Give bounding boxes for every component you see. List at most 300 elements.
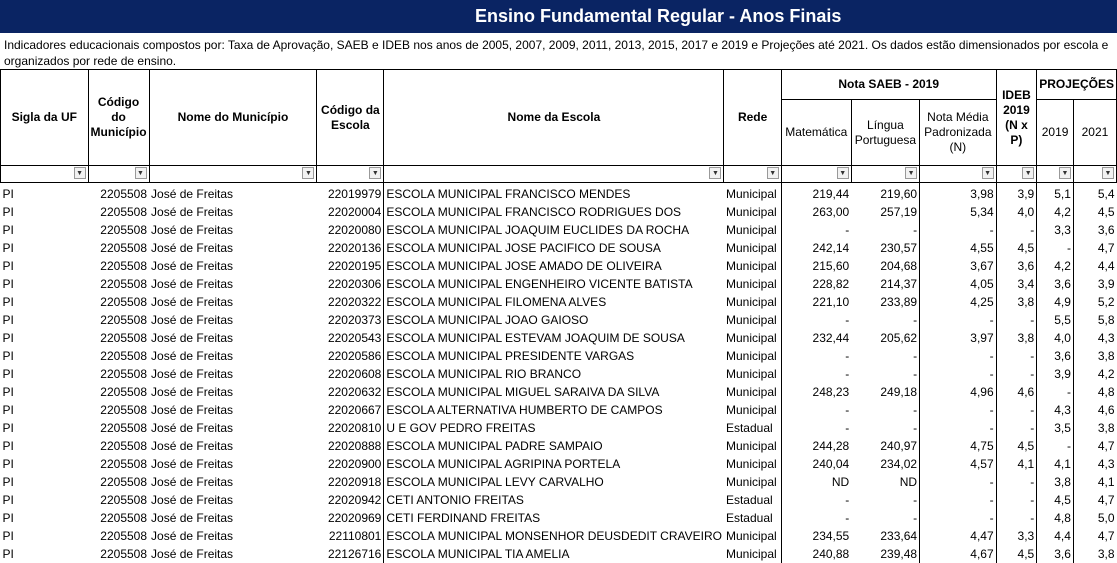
cell-matematica[interactable]: 240,04 [781, 455, 851, 473]
cell-codigo-municipio[interactable]: 2205508 [88, 527, 149, 545]
cell-lingua-portuguesa[interactable]: - [851, 221, 919, 239]
cell-matematica[interactable]: - [781, 509, 851, 527]
cell-proj-2021[interactable]: 3,9 [1073, 275, 1116, 293]
table-row[interactable] [1, 183, 1117, 204]
cell-matematica[interactable]: 263,00 [781, 203, 851, 221]
filter-dropdown-icon[interactable]: ▼ [1059, 167, 1071, 179]
filter-dropdown-icon[interactable]: ▼ [74, 167, 86, 179]
cell-nota-media[interactable]: 4,75 [920, 437, 997, 455]
cell-uf[interactable]: PI [1, 257, 89, 275]
cell-codigo-municipio[interactable]: 2205508 [88, 545, 149, 563]
cell-proj-2019[interactable]: - [1037, 239, 1074, 257]
cell-codigo-municipio[interactable]: 2205508 [88, 473, 149, 491]
cell-codigo-escola[interactable]: 22020322 [317, 293, 384, 311]
cell-rede[interactable]: Municipal [724, 545, 781, 563]
cell-proj-2021[interactable]: 4,7 [1073, 527, 1116, 545]
cell-uf[interactable]: PI [1, 293, 89, 311]
cell-nome-municipio[interactable]: José de Freitas [149, 473, 317, 491]
cell-nome-municipio[interactable]: José de Freitas [149, 257, 317, 275]
cell-matematica[interactable]: - [781, 491, 851, 509]
cell-nome-escola[interactable]: ESCOLA ALTERNATIVA HUMBERTO DE CAMPOS [384, 401, 724, 419]
cell-lingua-portuguesa[interactable]: 239,48 [851, 545, 919, 563]
cell-ideb[interactable]: - [996, 311, 1037, 329]
cell-nota-media[interactable]: 4,96 [920, 383, 997, 401]
cell-nome-escola[interactable]: ESCOLA MUNICIPAL MONSENHOR DEUSDEDIT CRAVEIRO [384, 527, 724, 545]
header-proj-2019: 2019 [1037, 100, 1074, 166]
table-row[interactable] [1, 527, 1117, 545]
table-row[interactable] [1, 293, 1117, 311]
table-row[interactable] [1, 365, 1117, 383]
cell-ideb[interactable]: - [996, 401, 1037, 419]
cell-nome-municipio[interactable]: José de Freitas [149, 203, 317, 221]
cell-ideb[interactable]: 4,5 [996, 545, 1037, 563]
cell-nota-media[interactable]: 3,98 [920, 183, 997, 204]
cell-rede[interactable]: Municipal [724, 203, 781, 221]
cell-uf[interactable]: PI [1, 509, 89, 527]
cell-matematica[interactable]: - [781, 419, 851, 437]
cell-proj-2021[interactable]: 5,0 [1073, 509, 1116, 527]
cell-uf[interactable]: PI [1, 329, 89, 347]
cell-uf[interactable]: PI [1, 311, 89, 329]
cell-proj-2019[interactable]: 4,3 [1037, 401, 1074, 419]
cell-proj-2019[interactable]: 3,8 [1037, 473, 1074, 491]
cell-lingua-portuguesa[interactable]: - [851, 365, 919, 383]
cell-rede[interactable]: Municipal [724, 473, 781, 491]
cell-rede[interactable]: Municipal [724, 329, 781, 347]
cell-rede[interactable]: Municipal [724, 221, 781, 239]
cell-matematica[interactable]: - [781, 221, 851, 239]
cell-nome-municipio[interactable]: José de Freitas [149, 275, 317, 293]
cell-rede[interactable]: Municipal [724, 527, 781, 545]
cell-nota-media[interactable]: 4,55 [920, 239, 997, 257]
cell-proj-2021[interactable]: 4,1 [1073, 473, 1116, 491]
cell-nome-escola[interactable]: ESCOLA MUNICIPAL LEVY CARVALHO [384, 473, 724, 491]
cell-codigo-municipio[interactable]: 2205508 [88, 311, 149, 329]
cell-nota-media[interactable]: 4,67 [920, 545, 997, 563]
cell-proj-2019[interactable]: 4,1 [1037, 455, 1074, 473]
cell-ideb[interactable]: 3,3 [996, 527, 1037, 545]
cell-nota-media[interactable]: - [920, 347, 997, 365]
cell-lingua-portuguesa[interactable]: 233,89 [851, 293, 919, 311]
filter-dropdown-icon[interactable]: ▼ [905, 167, 917, 179]
cell-proj-2019[interactable]: - [1037, 437, 1074, 455]
cell-nome-municipio[interactable]: José de Freitas [149, 183, 317, 204]
cell-uf[interactable]: PI [1, 239, 89, 257]
cell-nota-media[interactable]: - [920, 419, 997, 437]
cell-rede[interactable]: Municipal [724, 183, 781, 204]
cell-proj-2021[interactable]: 4,5 [1073, 203, 1116, 221]
header-codigo-escola: Código da Escola [317, 70, 384, 166]
cell-rede[interactable]: Municipal [724, 293, 781, 311]
cell-matematica[interactable]: - [781, 311, 851, 329]
cell-proj-2019[interactable]: 3,3 [1037, 221, 1074, 239]
cell-matematica[interactable]: 228,82 [781, 275, 851, 293]
table-row[interactable] [1, 419, 1117, 437]
cell-proj-2021[interactable]: 4,8 [1073, 383, 1116, 401]
cell-ideb[interactable]: 4,5 [996, 437, 1037, 455]
cell-proj-2021[interactable]: 4,2 [1073, 365, 1116, 383]
cell-nome-escola[interactable]: ESCOLA MUNICIPAL JOAQUIM EUCLIDES DA ROCHA [384, 221, 724, 239]
cell-codigo-municipio[interactable]: 2205508 [88, 183, 149, 204]
cell-ideb[interactable]: - [996, 347, 1037, 365]
cell-proj-2019[interactable]: 3,6 [1037, 545, 1074, 563]
cell-proj-2019[interactable]: 4,8 [1037, 509, 1074, 527]
cell-proj-2021[interactable]: 4,7 [1073, 491, 1116, 509]
header-nota-media: Nota Média Padronizada (N) [920, 100, 997, 166]
cell-nota-media[interactable]: - [920, 365, 997, 383]
cell-proj-2021[interactable]: 4,3 [1073, 455, 1116, 473]
table-row[interactable] [1, 203, 1117, 221]
cell-codigo-escola[interactable]: 22020900 [317, 455, 384, 473]
cell-matematica[interactable]: 234,55 [781, 527, 851, 545]
header-projecoes-group: PROJEÇÕES [1037, 70, 1117, 100]
cell-matematica[interactable]: 221,10 [781, 293, 851, 311]
header-matematica: Matemática [781, 100, 851, 166]
cell-proj-2019[interactable]: 3,5 [1037, 419, 1074, 437]
cell-nota-media[interactable]: 4,57 [920, 455, 997, 473]
cell-lingua-portuguesa[interactable]: 230,57 [851, 239, 919, 257]
cell-nota-media[interactable]: 5,34 [920, 203, 997, 221]
table-row[interactable] [1, 401, 1117, 419]
cell-ideb[interactable]: 3,9 [996, 183, 1037, 204]
cell-lingua-portuguesa[interactable]: ND [851, 473, 919, 491]
cell-nome-escola[interactable]: ESCOLA MUNICIPAL AGRIPINA PORTELA [384, 455, 724, 473]
cell-ideb[interactable]: - [996, 509, 1037, 527]
cell-nome-municipio[interactable]: José de Freitas [149, 491, 317, 509]
cell-rede[interactable]: Municipal [724, 401, 781, 419]
cell-nome-municipio[interactable]: José de Freitas [149, 347, 317, 365]
cell-proj-2019[interactable]: 4,5 [1037, 491, 1074, 509]
cell-codigo-escola[interactable]: 22020969 [317, 509, 384, 527]
cell-lingua-portuguesa[interactable]: - [851, 419, 919, 437]
header-nome-municipio: Nome do Município [149, 70, 317, 166]
cell-nota-media[interactable]: - [920, 491, 997, 509]
cell-matematica[interactable]: - [781, 365, 851, 383]
table-row[interactable] [1, 383, 1117, 401]
cell-nome-escola[interactable]: ESCOLA MUNICIPAL MIGUEL SARAIVA DA SILVA [384, 383, 724, 401]
cell-nome-escola[interactable]: ESCOLA MUNICIPAL ENGENHEIRO VICENTE BATISTA [384, 275, 724, 293]
cell-codigo-escola[interactable]: 22020195 [317, 257, 384, 275]
cell-codigo-escola[interactable]: 22020543 [317, 329, 384, 347]
cell-nome-municipio[interactable]: José de Freitas [149, 455, 317, 473]
cell-codigo-municipio[interactable]: 2205508 [88, 491, 149, 509]
cell-codigo-municipio[interactable]: 2205508 [88, 239, 149, 257]
cell-codigo-municipio[interactable]: 2205508 [88, 437, 149, 455]
cell-matematica[interactable]: 244,28 [781, 437, 851, 455]
cell-ideb[interactable]: 3,6 [996, 257, 1037, 275]
cell-nome-municipio[interactable]: José de Freitas [149, 545, 317, 563]
cell-nota-media[interactable]: - [920, 473, 997, 491]
cell-matematica[interactable]: ND [781, 473, 851, 491]
cell-matematica[interactable]: - [781, 347, 851, 365]
cell-matematica[interactable]: 219,44 [781, 183, 851, 204]
cell-matematica[interactable]: 240,88 [781, 545, 851, 563]
cell-nome-municipio[interactable]: José de Freitas [149, 311, 317, 329]
cell-ideb[interactable]: 3,8 [996, 329, 1037, 347]
cell-codigo-escola[interactable]: 22020667 [317, 401, 384, 419]
cell-codigo-municipio[interactable]: 2205508 [88, 419, 149, 437]
cell-codigo-escola[interactable]: 22020942 [317, 491, 384, 509]
cell-lingua-portuguesa[interactable]: 204,68 [851, 257, 919, 275]
table-row[interactable] [1, 221, 1117, 239]
cell-nome-escola[interactable]: ESCOLA MUNICIPAL PADRE SAMPAIO [384, 437, 724, 455]
filter-dropdown-icon[interactable]: ▼ [369, 167, 381, 179]
cell-nome-escola[interactable]: ESCOLA MUNICIPAL JOSE PACIFICO DE SOUSA [384, 239, 724, 257]
cell-ideb[interactable]: 4,0 [996, 203, 1037, 221]
table-row[interactable] [1, 329, 1117, 347]
cell-codigo-municipio[interactable]: 2205508 [88, 293, 149, 311]
cell-nome-municipio[interactable]: José de Freitas [149, 437, 317, 455]
cell-rede[interactable]: Municipal [724, 365, 781, 383]
cell-codigo-escola[interactable]: 22019979 [317, 183, 384, 204]
cell-codigo-escola[interactable]: 22020080 [317, 221, 384, 239]
filter-active-icon[interactable]: ▼ [302, 167, 314, 179]
cell-nome-municipio[interactable]: José de Freitas [149, 365, 317, 383]
filter-dropdown-icon[interactable]: ▼ [1022, 167, 1034, 179]
cell-nome-escola[interactable]: ESCOLA MUNICIPAL ESTEVAM JOAQUIM DE SOUSA [384, 329, 724, 347]
cell-codigo-municipio[interactable]: 2205508 [88, 365, 149, 383]
cell-lingua-portuguesa[interactable]: 214,37 [851, 275, 919, 293]
cell-nome-municipio[interactable]: José de Freitas [149, 293, 317, 311]
cell-nome-escola[interactable]: ESCOLA MUNICIPAL PRESIDENTE VARGAS [384, 347, 724, 365]
cell-nota-media[interactable]: 4,47 [920, 527, 997, 545]
cell-ideb[interactable]: - [996, 221, 1037, 239]
cell-nota-media[interactable]: 4,05 [920, 275, 997, 293]
cell-uf[interactable]: PI [1, 473, 89, 491]
cell-ideb[interactable]: 3,8 [996, 293, 1037, 311]
cell-nome-escola[interactable]: ESCOLA MUNICIPAL JOSE AMADO DE OLIVEIRA [384, 257, 724, 275]
cell-proj-2021[interactable]: 3,8 [1073, 347, 1116, 365]
cell-proj-2019[interactable]: 4,2 [1037, 257, 1074, 275]
cell-codigo-municipio[interactable]: 2205508 [88, 509, 149, 527]
cell-nome-escola[interactable]: CETI FERDINAND FREITAS [384, 509, 724, 527]
cell-codigo-escola[interactable]: 22020004 [317, 203, 384, 221]
cell-proj-2019[interactable]: 4,4 [1037, 527, 1074, 545]
cell-lingua-portuguesa[interactable]: 257,19 [851, 203, 919, 221]
cell-nome-municipio[interactable]: José de Freitas [149, 239, 317, 257]
cell-rede[interactable]: Municipal [724, 347, 781, 365]
cell-nome-escola[interactable]: ESCOLA MUNICIPAL FILOMENA ALVES [384, 293, 724, 311]
filter-dropdown-icon[interactable]: ▼ [1102, 167, 1114, 179]
table-row[interactable] [1, 509, 1117, 527]
cell-codigo-escola[interactable]: 22110801 [317, 527, 384, 545]
table-body [1, 183, 1117, 563]
cell-lingua-portuguesa[interactable]: - [851, 347, 919, 365]
cell-rede[interactable]: Estadual [724, 491, 781, 509]
cell-codigo-escola[interactable]: 22126716 [317, 545, 384, 563]
cell-nome-escola[interactable]: ESCOLA MUNICIPAL JOAO GAIOSO [384, 311, 724, 329]
table-row[interactable] [1, 545, 1117, 563]
table-row[interactable] [1, 473, 1117, 491]
cell-lingua-portuguesa[interactable]: - [851, 311, 919, 329]
cell-nota-media[interactable]: 3,97 [920, 329, 997, 347]
cell-proj-2021[interactable]: 4,4 [1073, 257, 1116, 275]
cell-uf[interactable]: PI [1, 183, 89, 204]
cell-codigo-municipio[interactable]: 2205508 [88, 275, 149, 293]
filter-row [1, 166, 1117, 183]
cell-proj-2021[interactable]: 5,4 [1073, 183, 1116, 204]
cell-lingua-portuguesa[interactable]: 219,60 [851, 183, 919, 204]
table-row[interactable] [1, 347, 1117, 365]
header-uf: Sigla da UF [1, 70, 89, 166]
cell-matematica[interactable]: 232,44 [781, 329, 851, 347]
cell-uf[interactable]: PI [1, 401, 89, 419]
filter-dropdown-icon[interactable]: ▼ [767, 167, 779, 179]
banner-title: Ensino Fundamental Regular - Anos Finais [475, 0, 841, 33]
cell-nome-municipio[interactable]: José de Freitas [149, 527, 317, 545]
cell-proj-2021[interactable]: 5,8 [1073, 311, 1116, 329]
table-row[interactable] [1, 239, 1117, 257]
cell-proj-2019[interactable]: 3,9 [1037, 365, 1074, 383]
cell-uf[interactable]: PI [1, 365, 89, 383]
cell-ideb[interactable]: - [996, 419, 1037, 437]
cell-codigo-escola[interactable]: 22020888 [317, 437, 384, 455]
cell-codigo-municipio[interactable]: 2205508 [88, 401, 149, 419]
cell-lingua-portuguesa[interactable]: 233,64 [851, 527, 919, 545]
cell-lingua-portuguesa[interactable]: - [851, 491, 919, 509]
cell-ideb[interactable]: - [996, 491, 1037, 509]
cell-proj-2019[interactable]: 4,2 [1037, 203, 1074, 221]
cell-lingua-portuguesa[interactable]: 249,18 [851, 383, 919, 401]
cell-nome-escola[interactable]: ESCOLA MUNICIPAL FRANCISCO RODRIGUES DOS [384, 203, 724, 221]
cell-nota-media[interactable]: - [920, 401, 997, 419]
cell-proj-2019[interactable]: - [1037, 383, 1074, 401]
cell-codigo-escola[interactable]: 22020918 [317, 473, 384, 491]
cell-nome-municipio[interactable]: José de Freitas [149, 509, 317, 527]
cell-nome-escola[interactable]: ESCOLA MUNICIPAL RIO BRANCO [384, 365, 724, 383]
cell-uf[interactable]: PI [1, 383, 89, 401]
cell-rede[interactable]: Estadual [724, 419, 781, 437]
table-row[interactable] [1, 275, 1117, 293]
cell-uf[interactable]: PI [1, 437, 89, 455]
cell-matematica[interactable]: 242,14 [781, 239, 851, 257]
cell-rede[interactable]: Municipal [724, 437, 781, 455]
cell-codigo-municipio[interactable]: 2205508 [88, 329, 149, 347]
cell-proj-2019[interactable]: 3,6 [1037, 347, 1074, 365]
cell-codigo-escola[interactable]: 22020632 [317, 383, 384, 401]
cell-ideb[interactable]: - [996, 365, 1037, 383]
cell-nota-media[interactable]: - [920, 311, 997, 329]
cell-nota-media[interactable]: 4,25 [920, 293, 997, 311]
filter-dropdown-icon[interactable]: ▼ [837, 167, 849, 179]
cell-nome-escola[interactable]: CETI ANTONIO FREITAS [384, 491, 724, 509]
cell-uf[interactable]: PI [1, 221, 89, 239]
cell-rede[interactable]: Municipal [724, 311, 781, 329]
header-lingua-portuguesa: Língua Portuguesa [851, 100, 919, 166]
cell-uf[interactable]: PI [1, 455, 89, 473]
cell-nome-escola[interactable]: U E GOV PEDRO FREITAS [384, 419, 724, 437]
cell-nota-media[interactable]: - [920, 509, 997, 527]
filter-dropdown-icon[interactable]: ▼ [982, 167, 994, 179]
cell-codigo-municipio[interactable]: 2205508 [88, 383, 149, 401]
cell-proj-2019[interactable]: 4,0 [1037, 329, 1074, 347]
cell-rede[interactable]: Municipal [724, 257, 781, 275]
table-row[interactable] [1, 437, 1117, 455]
cell-ideb[interactable]: 3,4 [996, 275, 1037, 293]
cell-nome-municipio[interactable]: José de Freitas [149, 329, 317, 347]
cell-uf[interactable]: PI [1, 347, 89, 365]
cell-codigo-escola[interactable]: 22020306 [317, 275, 384, 293]
cell-ideb[interactable]: 4,1 [996, 455, 1037, 473]
cell-codigo-escola[interactable]: 22020586 [317, 347, 384, 365]
cell-nome-escola[interactable]: ESCOLA MUNICIPAL TIA AMELIA [384, 545, 724, 563]
cell-lingua-portuguesa[interactable]: - [851, 401, 919, 419]
cell-nota-media[interactable]: 3,67 [920, 257, 997, 275]
cell-proj-2021[interactable]: 3,8 [1073, 545, 1116, 563]
cell-codigo-escola[interactable]: 22020136 [317, 239, 384, 257]
cell-codigo-escola[interactable]: 22020608 [317, 365, 384, 383]
cell-rede[interactable]: Municipal [724, 383, 781, 401]
header-rede: Rede [724, 70, 781, 166]
table-row[interactable] [1, 491, 1117, 509]
cell-proj-2019[interactable]: 5,1 [1037, 183, 1074, 204]
cell-nome-municipio[interactable]: José de Freitas [149, 401, 317, 419]
cell-matematica[interactable]: 248,23 [781, 383, 851, 401]
cell-matematica[interactable]: 215,60 [781, 257, 851, 275]
cell-nome-municipio[interactable]: José de Freitas [149, 221, 317, 239]
cell-ideb[interactable]: - [996, 473, 1037, 491]
cell-nome-municipio[interactable]: José de Freitas [149, 419, 317, 437]
header-ideb: IDEB 2019 (N x P) [996, 70, 1037, 166]
table-row[interactable] [1, 311, 1117, 329]
cell-proj-2019[interactable]: 5,5 [1037, 311, 1074, 329]
cell-uf[interactable]: PI [1, 203, 89, 221]
cell-lingua-portuguesa[interactable]: 205,62 [851, 329, 919, 347]
cell-codigo-municipio[interactable]: 2205508 [88, 257, 149, 275]
cell-proj-2019[interactable]: 4,9 [1037, 293, 1074, 311]
cell-nome-municipio[interactable]: José de Freitas [149, 383, 317, 401]
cell-proj-2021[interactable]: 4,7 [1073, 437, 1116, 455]
cell-proj-2021[interactable]: 3,8 [1073, 419, 1116, 437]
cell-nome-escola[interactable]: ESCOLA MUNICIPAL FRANCISCO MENDES [384, 183, 724, 204]
table-row[interactable] [1, 257, 1117, 275]
cell-codigo-escola[interactable]: 22020810 [317, 419, 384, 437]
cell-rede[interactable]: Municipal [724, 239, 781, 257]
cell-uf[interactable]: PI [1, 275, 89, 293]
cell-matematica[interactable]: - [781, 401, 851, 419]
table-row[interactable] [1, 455, 1117, 473]
cell-proj-2019[interactable]: 3,6 [1037, 275, 1074, 293]
cell-proj-2021[interactable]: 5,2 [1073, 293, 1116, 311]
cell-codigo-escola[interactable]: 22020373 [317, 311, 384, 329]
cell-ideb[interactable]: 4,5 [996, 239, 1037, 257]
cell-rede[interactable]: Estadual [724, 509, 781, 527]
cell-rede[interactable]: Municipal [724, 275, 781, 293]
cell-uf[interactable]: PI [1, 419, 89, 437]
cell-nota-media[interactable]: - [920, 221, 997, 239]
cell-codigo-municipio[interactable]: 2205508 [88, 455, 149, 473]
cell-proj-2021[interactable]: 3,6 [1073, 221, 1116, 239]
cell-lingua-portuguesa[interactable]: 240,97 [851, 437, 919, 455]
header-proj-2021: 2021 [1073, 100, 1116, 166]
sheet-banner [0, 0, 1117, 33]
cell-proj-2021[interactable]: 4,6 [1073, 401, 1116, 419]
cell-codigo-municipio[interactable]: 2205508 [88, 347, 149, 365]
cell-uf[interactable]: PI [1, 491, 89, 509]
cell-lingua-portuguesa[interactable]: - [851, 509, 919, 527]
filter-dropdown-icon[interactable]: ▼ [135, 167, 147, 179]
cell-rede[interactable]: Municipal [724, 455, 781, 473]
cell-codigo-municipio[interactable]: 2205508 [88, 221, 149, 239]
cell-proj-2021[interactable]: 4,7 [1073, 239, 1116, 257]
cell-uf[interactable]: PI [1, 527, 89, 545]
cell-uf[interactable]: PI [1, 545, 89, 563]
cell-lingua-portuguesa[interactable]: 234,02 [851, 455, 919, 473]
cell-proj-2021[interactable]: 4,3 [1073, 329, 1116, 347]
filter-dropdown-icon[interactable]: ▼ [709, 167, 721, 179]
cell-codigo-municipio[interactable]: 2205508 [88, 203, 149, 221]
cell-ideb[interactable]: 4,6 [996, 383, 1037, 401]
